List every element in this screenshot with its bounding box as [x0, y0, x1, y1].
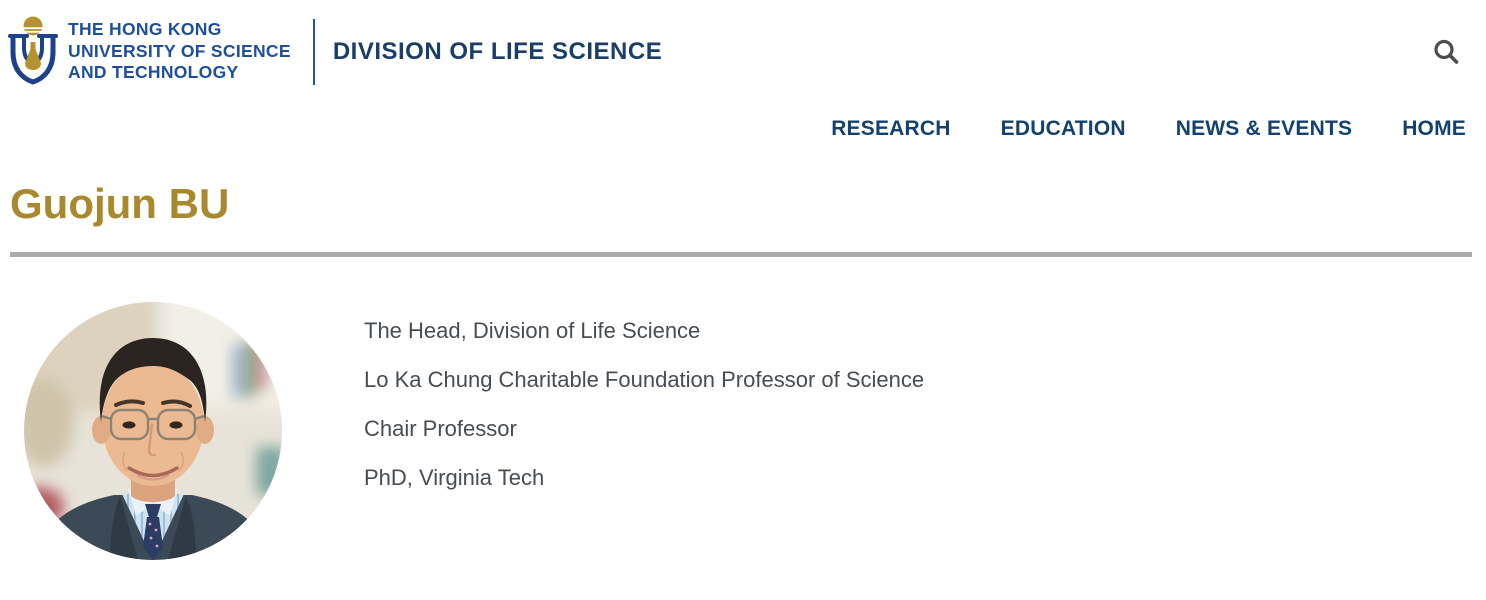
main-content	[0, 181, 1486, 560]
main-nav	[0, 117, 1486, 141]
search-icon	[1431, 37, 1461, 67]
hkust-logo-icon	[8, 16, 58, 88]
profile-title-phd: PhD, Virginia Tech	[364, 465, 545, 491]
university-name	[68, 19, 291, 84]
header-top-row	[0, 0, 1486, 95]
university-name-line-3: AND TECHNOLOGY	[68, 62, 239, 83]
title-divider	[10, 252, 1472, 257]
profile-title-foundation-professor: Lo Ka Chung Charitable Foundation Professor of Science	[364, 367, 925, 393]
header-vertical-divider	[313, 19, 315, 85]
university-name-line-1: THE HONG KONG	[68, 19, 222, 40]
nav-item-research[interactable]: RESEARCH	[831, 117, 951, 140]
profile-photo	[24, 302, 282, 560]
nav-item-education[interactable]: EDUCATION	[1000, 117, 1126, 140]
profile-title-chair-professor: Chair Professor	[364, 416, 517, 442]
profile-section	[24, 302, 1486, 560]
page-title: Guojun BU	[10, 180, 230, 227]
search-button[interactable]	[1430, 36, 1462, 68]
site-header	[0, 0, 1486, 141]
profile-title-head: The Head, Division of Life Science	[364, 318, 701, 344]
university-logo-link[interactable]	[8, 16, 291, 88]
nav-item-home[interactable]: HOME	[1402, 117, 1466, 140]
nav-item-news-events[interactable]: NEWS & EVENTS	[1175, 117, 1353, 140]
division-title-link[interactable]: DIVISION OF LIFE SCIENCE	[332, 37, 663, 65]
profile-titles	[364, 302, 924, 511]
university-name-line-2: UNIVERSITY OF SCIENCE	[68, 40, 291, 61]
